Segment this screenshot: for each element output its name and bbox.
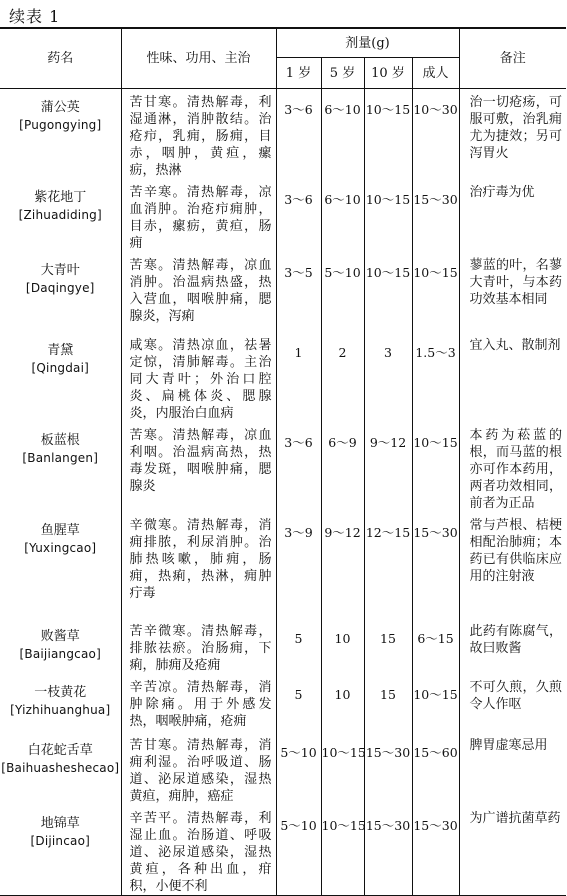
table-row	[0, 618, 566, 674]
dose-cell: 6～15	[412, 618, 459, 674]
table-row	[0, 332, 566, 422]
herb-name-cell	[0, 89, 121, 180]
header-remarks: 备注	[459, 28, 566, 89]
dose-cell: 3～6	[276, 422, 321, 512]
header-age-5: 5 岁	[321, 58, 364, 89]
dose-cell: 10～30	[412, 89, 459, 180]
dose-cell: 5～10	[276, 732, 321, 805]
table-row	[0, 512, 566, 618]
herb-pinyin: [ Qingdai ]	[0, 360, 121, 377]
dose-cell: 10～15	[364, 252, 412, 332]
herb-name-cell	[0, 252, 121, 332]
dose-cell: 6～9	[321, 422, 364, 512]
header-dosage: 剂量(g)	[276, 28, 459, 58]
herb-name-cell	[0, 512, 121, 618]
dose-cell: 3～9	[276, 512, 321, 618]
herb-name: 白花蛇舌草	[27, 743, 93, 758]
dose-cell: 15～30	[412, 512, 459, 618]
herb-name: 鱼腥草	[40, 523, 80, 538]
herb-name-cell	[0, 732, 121, 805]
herb-properties: 辛苦平。清热解毒，利湿止血。治肠道、呼吸道、泌尿道感染，湿热黄疸，各种出血，疳积，小便不利	[121, 805, 276, 896]
dose-cell: 6～10	[321, 179, 364, 252]
herb-remarks: 不可久煎，久煎令人作呕	[459, 674, 566, 732]
dose-cell: 3	[364, 332, 412, 422]
herb-remarks: 蓼蓝的叶，名蓼大青叶，与本药功效基本相同	[459, 252, 566, 332]
dose-cell: 3～5	[276, 252, 321, 332]
dose-cell: 2	[321, 332, 364, 422]
herb-properties: 苦辛微寒。清热解毒，排脓祛瘀。治肠痈，下痢，肺痈及疮痈	[121, 618, 276, 674]
herb-name: 青黛	[47, 343, 74, 358]
table-row	[0, 732, 566, 805]
herb-pinyin: [ Baijiangcao ]	[0, 646, 121, 663]
herb-pinyin: [ Daqingye ]	[0, 280, 121, 297]
dose-cell: 5	[276, 674, 321, 732]
dose-cell: 15～60	[412, 732, 459, 805]
herb-name-cell	[0, 422, 121, 512]
herb-table	[0, 27, 566, 896]
herb-name: 地锦草	[40, 816, 80, 831]
herb-remarks: 此药有陈腐气，故曰败酱	[459, 618, 566, 674]
herb-properties: 苦寒。清热解毒，凉血利咽。治温病高热，热毒发斑，咽喉肿痛，腮腺炎	[121, 422, 276, 512]
herb-properties: 苦寒。清热解毒，凉血消肿。治温病热盛，热入营血，咽喉肿痛，腮腺炎，泻痢	[121, 252, 276, 332]
herb-name-cell	[0, 618, 121, 674]
dose-cell: 1	[276, 332, 321, 422]
dose-cell: 15	[364, 618, 412, 674]
dose-cell: 1.5～3	[412, 332, 459, 422]
table-row	[0, 252, 566, 332]
dose-cell: 5	[276, 618, 321, 674]
dose-cell: 10～15	[321, 732, 364, 805]
herb-name-cell	[0, 674, 121, 732]
header-age-1: 1 岁	[276, 58, 321, 89]
herb-remarks: 常与芦根、桔梗相配治肺痈；本药已有供临床应用的注射液	[459, 512, 566, 618]
dose-cell: 3～6	[276, 89, 321, 180]
dose-cell: 10	[321, 618, 364, 674]
table-row	[0, 89, 566, 180]
herb-pinyin: [ Zihuadiding ]	[0, 207, 121, 224]
table-caption: 续表 1	[9, 7, 61, 26]
dose-cell: 10～15	[364, 89, 412, 180]
herb-remarks: 宜入丸、散制剂	[459, 332, 566, 422]
herb-name-cell	[0, 332, 121, 422]
herb-remarks: 本药为菘蓝的根，而马蓝的根亦可作本药用，两者功效相同，前者为正品	[459, 422, 566, 512]
dose-cell: 9～12	[321, 512, 364, 618]
table-row	[0, 674, 566, 732]
table-row	[0, 179, 566, 252]
dose-cell: 15～30	[412, 805, 459, 896]
dose-cell: 10～15	[412, 422, 459, 512]
herb-pinyin: [ Pugongying ]	[0, 117, 121, 134]
dose-cell: 5～10	[276, 805, 321, 896]
herb-name: 蒲公英	[40, 100, 80, 115]
herb-pinyin: [ Baihuasheshecao ]	[0, 760, 121, 777]
dose-cell: 12～15	[364, 512, 412, 618]
herb-remarks: 为广谱抗菌草药	[459, 805, 566, 896]
dose-cell: 9～12	[364, 422, 412, 512]
herb-pinyin: [ Yuxingcao ]	[0, 540, 121, 557]
herb-pinyin: [ Banlangen ]	[0, 450, 121, 467]
herb-name: 一枝黄花	[34, 685, 87, 700]
herb-properties: 辛苦凉。清热解毒，消肿除痛。用于外感发热，咽喉肿痛，疮痈	[121, 674, 276, 732]
dose-cell: 10～15	[364, 179, 412, 252]
header-name: 药名	[0, 28, 121, 89]
header-properties: 性味、功用、主治	[121, 28, 276, 89]
herb-name-cell	[0, 179, 121, 252]
dose-cell: 10	[321, 674, 364, 732]
table-row	[0, 805, 566, 896]
herb-properties: 苦辛寒。清热解毒，凉血消肿。治疮疖痈肿，目赤，瘰疬，黄疸，肠痈	[121, 179, 276, 252]
header-age-10: 10 岁	[364, 58, 412, 89]
dose-cell: 15～30	[364, 732, 412, 805]
herb-properties: 苦甘寒。清热解毒，利湿通淋，消肿散结。治疮疖，乳痈，肠痈，目赤，咽肿，黄疸，瘰疬，热淋	[121, 89, 276, 180]
dose-cell: 10～15	[321, 805, 364, 896]
dose-cell: 15	[364, 674, 412, 732]
dose-cell: 10～15	[412, 674, 459, 732]
header-age-adult: 成人	[412, 58, 459, 89]
table-row	[0, 422, 566, 512]
herb-pinyin: [ Dijincao ]	[0, 833, 121, 850]
dose-cell: 15～30	[364, 805, 412, 896]
herb-name: 板蓝根	[40, 433, 80, 448]
herb-properties: 苦甘寒。清热解毒，消痈利湿。治呼吸道、肠道、泌尿道感染，湿热黄疸，痈肿，癌症	[121, 732, 276, 805]
dose-cell: 10～15	[412, 252, 459, 332]
herb-remarks: 治一切疮疡，可服可敷，治乳痈尤为捷效；另可泻胃火	[459, 89, 566, 180]
herb-pinyin: [ Yizhihuanghua ]	[0, 702, 121, 719]
herb-properties: 辛微寒。清热解毒，消痈排脓，利尿消肿。治肺热咳嗽，肺痈，肠痈，热痢，热淋，痈肿疔毒	[121, 512, 276, 618]
herb-properties: 咸寒。清热凉血，祛暑定惊，清肺解毒。主治同大青叶；外治口腔炎、扁桃体炎、腮腺炎，内服治白血病	[121, 332, 276, 422]
herb-name-cell	[0, 805, 121, 896]
dose-cell: 6～10	[321, 89, 364, 180]
herb-remarks: 治疔毒为优	[459, 179, 566, 252]
herb-name: 大青叶	[40, 263, 80, 278]
dose-cell: 15～30	[412, 179, 459, 252]
herb-name: 紫花地丁	[34, 190, 87, 205]
dose-cell: 5～10	[321, 252, 364, 332]
herb-name: 败酱草	[40, 629, 80, 644]
herb-remarks: 脾胃虚寒忌用	[459, 732, 566, 805]
dose-cell: 3～6	[276, 179, 321, 252]
